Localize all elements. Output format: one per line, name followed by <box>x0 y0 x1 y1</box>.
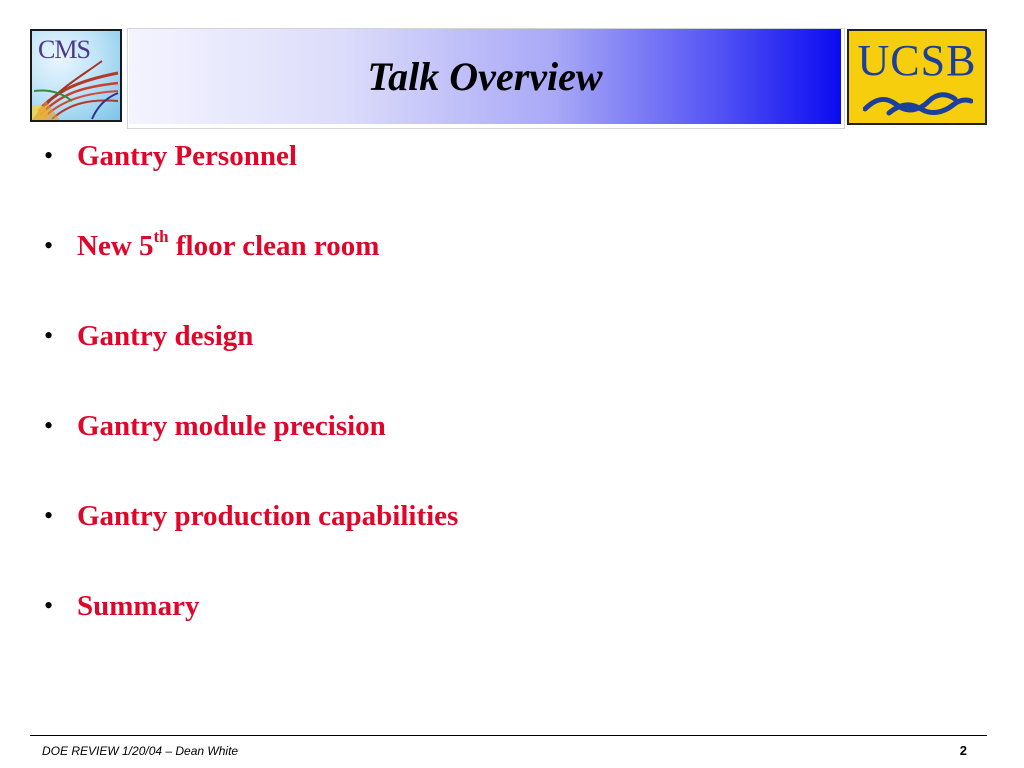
list-item <box>44 496 458 586</box>
ucsb-logo <box>847 29 987 125</box>
cms-logo <box>30 29 122 122</box>
bullet-icon: • <box>44 411 54 440</box>
bullet-icon: • <box>44 231 54 260</box>
bullet-text <box>77 226 379 266</box>
page-title: Talk Overview <box>367 54 603 99</box>
list-item <box>44 226 458 316</box>
page-number: 2 <box>959 743 967 758</box>
bullet-icon: • <box>44 141 54 170</box>
bullet-text-part: New 5 <box>77 230 154 262</box>
bullet-text: Gantry module precision <box>77 410 386 442</box>
list-item <box>44 586 458 676</box>
ucsb-logo-text: UCSB <box>857 36 977 85</box>
ucsb-waves-icon <box>863 87 973 117</box>
bullet-text: Gantry design <box>77 320 254 352</box>
bullet-text: Summary <box>77 590 200 622</box>
bullet-text-part: floor clean room <box>168 230 380 262</box>
footer-divider <box>30 735 987 736</box>
bullet-text: Gantry production capabilities <box>77 500 459 532</box>
bullet-icon: • <box>44 501 54 530</box>
bullet-text: Gantry Personnel <box>77 140 297 172</box>
list-item <box>44 406 458 496</box>
bullet-list <box>44 136 458 676</box>
bullet-superscript: th <box>153 227 169 246</box>
bullet-icon: • <box>44 591 54 620</box>
footer-text: DOE REVIEW 1/20/04 – Dean White <box>42 744 239 758</box>
cms-logo-text: CMS <box>38 35 90 64</box>
list-item <box>44 136 458 226</box>
bullet-icon: • <box>44 321 54 350</box>
list-item <box>44 316 458 406</box>
